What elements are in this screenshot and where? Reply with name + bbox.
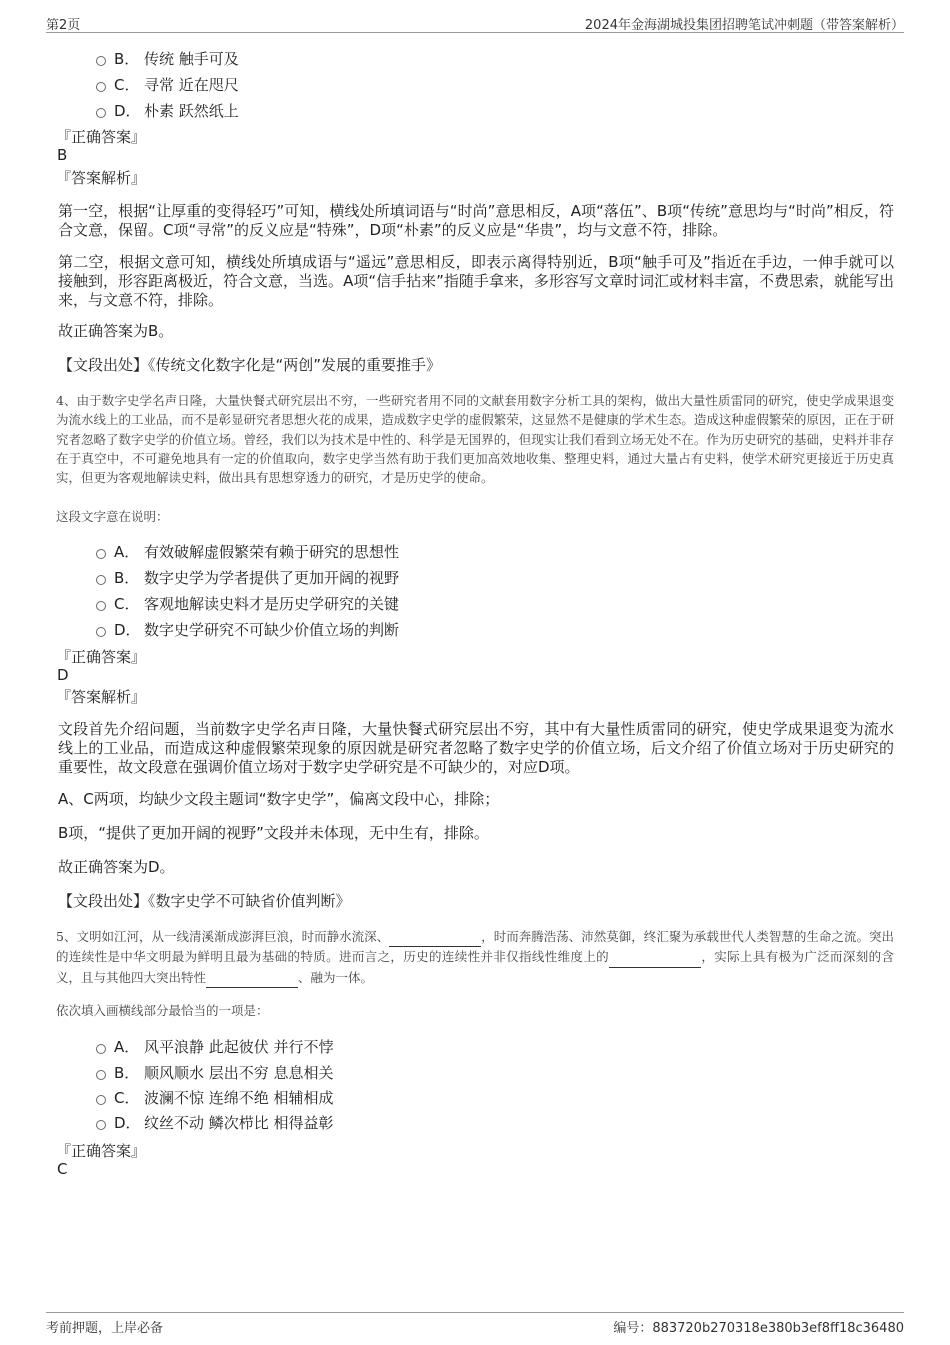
document-id: 编号：883720b270318e380b3ef8ff18c36480	[613, 1321, 904, 1336]
q5-answer-label: 『正确答案』	[56, 1142, 147, 1160]
radio-icon[interactable]	[96, 56, 106, 66]
radio-icon[interactable]	[96, 108, 106, 118]
q4-prompt: 这段文字意在说明：	[56, 509, 169, 524]
radio-icon[interactable]	[96, 549, 106, 559]
blank-3	[206, 968, 298, 988]
q3-answer-label: 『正确答案』	[56, 128, 147, 146]
q4-analysis-para-1: 文段首先介绍问题，当前数字史学名声日隆，大量快餐式研究层出不穷，其中有大量性质雷同的研究，使史学成果退变为流水线上的工业品，而造成这种虚假繁荣现象的原因就是研究者忽略了数字史学的价值立场，后文介绍了价值立场对于历史研究的重要性，故文段意在强调价值立场对于数字史学研究是不可缺少的，对应D项。	[58, 720, 894, 776]
page-number: 第2页	[46, 18, 81, 33]
q4-answer-label: 『正确答案』	[56, 648, 147, 666]
q3-analysis-para-1: 第一空，根据“让厚重的变得轻巧”可知，横线处所填词语与“时尚”意思相反，A项“落伍”、B项“传统”意思均与“时尚”相反，符合文意，保留。C项“寻常”的反义应是“特殊”，D项“朴素”的反义应是“华贵”，均与文意不符，排除。	[58, 202, 894, 239]
q4-option-a[interactable]: A． 有效破解虚假繁荣有赖于研究的思想性	[96, 541, 399, 562]
q5-answer: C	[57, 1160, 68, 1178]
radio-icon[interactable]	[96, 1095, 106, 1105]
q3-analysis-para-3: 故正确答案为B。	[58, 322, 174, 340]
radio-icon[interactable]	[96, 601, 106, 611]
q5-option-b[interactable]: B． 顺风顺水 层出不穷 息息相关	[96, 1062, 334, 1083]
q4-analysis-para-4: 故正确答案为D。	[58, 858, 175, 876]
q4-analysis-para-3: B项，“提供了更加开阔的视野”文段并未体现，无中生有，排除。	[58, 824, 489, 842]
q4-analysis-para-2: A、C两项，均缺少文段主题词“数字史学”，偏离文段中心，排除；	[58, 790, 500, 808]
blank-2	[609, 947, 701, 967]
q3-option-b[interactable]: B． 传统 触手可及	[96, 48, 239, 69]
radio-icon[interactable]	[96, 1070, 106, 1080]
q5-text: 5、文明如江河，从一线清溪渐成澎湃巨浪，时而静水流深、 ，时而奔腾浩荡、沛然莫御，终汇聚为承载世代人类智慧的生命之流。突出的连续性是中华文明最为鲜明且最为基础的特质。进而言之，历史的连续性并非仅指线性维度上的 ，实际上具有极为广泛而深刻的含义，且与其他四大突出特性 、融为一体。	[56, 927, 894, 988]
radio-icon[interactable]	[96, 1120, 106, 1130]
blank-1	[389, 927, 481, 947]
q4-option-b[interactable]: B． 数字史学为学者提供了更加开阔的视野	[96, 567, 399, 588]
q5-option-a[interactable]: A． 风平浪静 此起彼伏 并行不悖	[96, 1036, 334, 1057]
q3-option-d[interactable]: D． 朴素 跃然纸上	[96, 100, 239, 121]
radio-icon[interactable]	[96, 1044, 106, 1054]
q3-analysis-para-2: 第二空，根据文意可知，横线处所填成语与“遥远”意思相反，即表示离得特别近，B项“触手可及”指近在手边，一伸手就可以接触到，形容距离极近，符合文意，当选。A项“信手拈来”指随手拿来，多形容写文章时词汇或材料丰富，不费思索，就能写出来，与文意不符，排除。	[58, 253, 894, 309]
q5-option-c[interactable]: C． 波澜不惊 连绵不绝 相辅相成	[96, 1087, 334, 1108]
footer-slogan: 考前押题，上岸必备	[46, 1321, 164, 1336]
page-header	[46, 12, 904, 33]
q4-source: 【文段出处】《数字史学不可缺省价值判断》	[58, 892, 351, 910]
q3-option-c[interactable]: C． 寻常 近在咫尺	[96, 74, 239, 95]
q3-source: 【文段出处】《传统文化数字化是“两创”发展的重要推手》	[58, 356, 442, 374]
q5-option-d[interactable]: D． 纹丝不动 鳞次栉比 相得益彰	[96, 1112, 334, 1133]
q4-option-c[interactable]: C． 客观地解读史料才是历史学研究的关键	[96, 593, 399, 614]
page-footer	[46, 1312, 904, 1336]
radio-icon[interactable]	[96, 627, 106, 637]
radio-icon[interactable]	[96, 82, 106, 92]
q5-prompt: 依次填入画横线部分最恰当的一项是：	[56, 1003, 269, 1018]
q4-answer: D	[57, 666, 69, 684]
q3-analysis-label: 『答案解析』	[56, 169, 147, 187]
q4-analysis-label: 『答案解析』	[56, 688, 147, 706]
document-title: 2024年金海湖城投集团招聘笔试冲刺题（带答案解析）	[584, 18, 904, 33]
q3-answer: B	[57, 146, 68, 164]
q4-option-d[interactable]: D． 数字史学研究不可缺少价值立场的判断	[96, 619, 399, 640]
q4-text: 4、由于数字史学名声日隆，大量快餐式研究层出不穷，一些研究者用不同的文献套用数字分析工具的架构，做出大量性质雷同的研究，使史学成果退变为流水线上的工业品，而不是彰显研究者思想火花的成果，造成数字史学的虚假繁荣，这显然不是健康的学术生态。造成这种虚假繁荣的原因，正在于研究者忽略了数字史学的价值立场。曾经，我们以为技术是中性的、科学是无国界的，但现实让我们看到立场无处不在。作为历史研究的基础，史料并非存在于真空中，不可避免地具有一定的价值取向，数字史学当然有助于我们更加高效地收集、整理史料，通过大量占有史料，使学术研究更接近于历史真实，但更为客观地解读史料，做出具有思想穿透力的研究，才是历史学的使命。	[56, 393, 894, 486]
radio-icon[interactable]	[96, 575, 106, 585]
